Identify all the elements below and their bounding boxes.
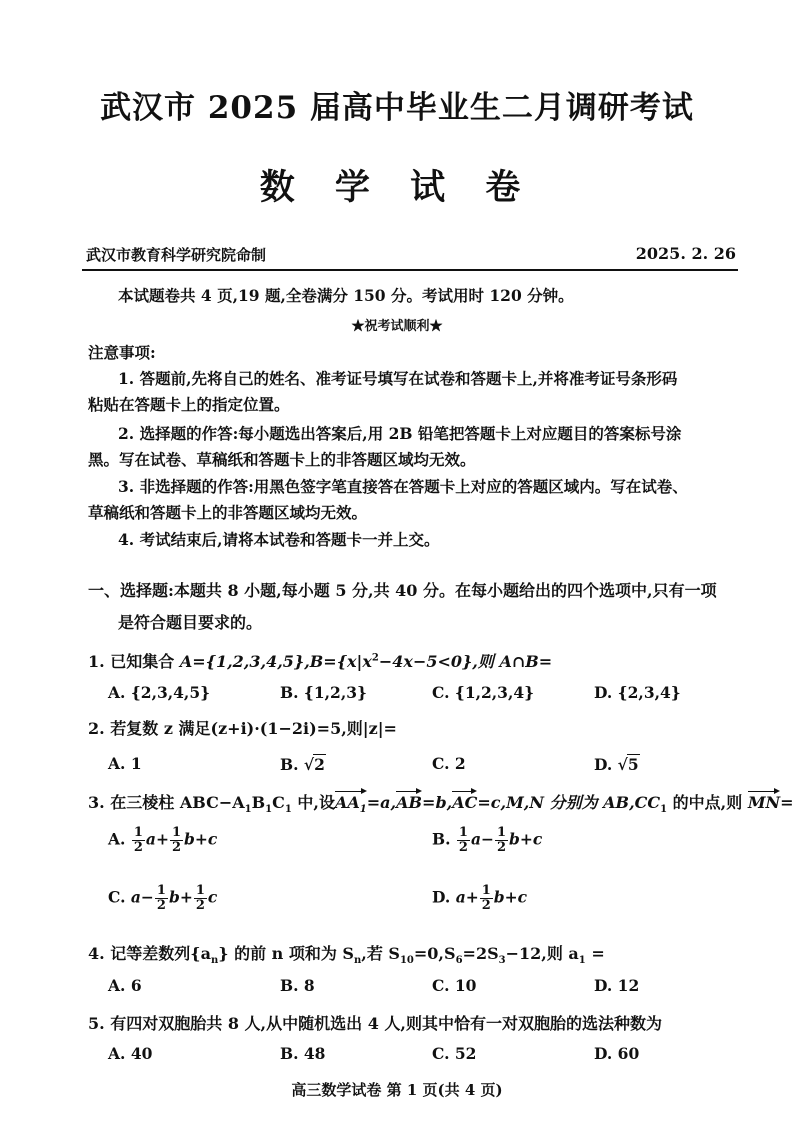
- question-1-stem: 1. 已知集合 $A=\{1,2,3,4,5\},B=\{x|x^2-4x-5<0\}$,则 A∩B=: [88, 652, 553, 671]
- notice-item-2: 2. 选择题的作答:每小题选出答案后,用 2B 铅笔把答题卡上对应题目的答案标号涂: [118, 424, 682, 443]
- fraction: $\frac{1}{2}$: [195, 883, 205, 913]
- notice-heading: 注意事项:: [88, 343, 156, 362]
- header-divider: [82, 269, 738, 271]
- vector-mn: MN: [747, 793, 781, 812]
- question-3-option-b: B. $\frac{1}{2}$ a− $\frac{1}{2}$ b+c: [432, 825, 543, 855]
- notice-item-3-cont: 草稿纸和答题卡上的非答题区域均无效。: [88, 503, 368, 522]
- fraction: $\frac{1}{2}$: [481, 883, 491, 913]
- question-3-option-d: D. a+ $\frac{1}{2}$ b+c: [432, 883, 528, 913]
- question-2-option-c: C. 2: [432, 754, 466, 773]
- question-1-option-d: D. {2,3,4}: [594, 683, 681, 702]
- fraction: $\frac{1}{2}$: [156, 883, 166, 913]
- question-4-option-a: A. 6: [108, 976, 142, 995]
- question-4-option-b: B. 8: [280, 976, 315, 995]
- question-1-option-a: A. {2,3,4,5}: [108, 683, 211, 702]
- notice-item-1-cont: 粘贴在答题卡上的指定位置。: [88, 395, 290, 414]
- question-5-option-d: D. 60: [594, 1044, 640, 1063]
- question-4-option-c: C. 10: [432, 976, 477, 995]
- vector-ab: AB: [396, 793, 423, 812]
- section-1-heading-cont: 是符合题目要求的。: [118, 613, 263, 632]
- notice-item-3: 3. 非选择题的作答:用黑色签字笔直接答在答题卡上对应的答题区域内。写在试卷、: [118, 477, 688, 496]
- exam-date: 2025. 2. 26: [635, 244, 736, 263]
- organizer: 武汉市教育科学研究院命制: [86, 246, 267, 264]
- question-5-option-a: A. 40: [108, 1044, 153, 1063]
- question-2-stem: 2. 若复数 z 满足(z+i)·(1−2i)=5,则|z|=: [88, 719, 397, 738]
- question-4-option-d: D. 12: [594, 976, 640, 995]
- question-2-option-b: B. √2: [280, 755, 325, 774]
- notice-item-1: 1. 答题前,先将自己的姓名、准考证号填写在试卷和答题卡上,并将准考证号条形码: [118, 369, 678, 388]
- notice-item-4: 4. 考试结束后,请将本试卷和答题卡一并上交。: [118, 530, 440, 549]
- question-5-option-b: B. 48: [280, 1044, 326, 1063]
- fraction: $\frac{1}{2}$: [497, 825, 507, 855]
- fraction: $\frac{1}{2}$: [171, 825, 181, 855]
- notice-item-2-cont: 黑。写在试卷、草稿纸和答题卡上的非答题区域均无效。: [88, 450, 476, 469]
- intro-text: 本试题卷共 4 页,19 题,全卷满分 150 分。考试用时 120 分钟。: [118, 286, 574, 305]
- question-1-option-c: C. {1,2,3,4}: [432, 683, 535, 702]
- question-5-stem: 5. 有四对双胞胎共 8 人,从中随机选出 4 人,则其中恰有一对双胞胎的选法种数为: [88, 1014, 662, 1033]
- question-1-option-b: B. {1,2,3}: [280, 683, 367, 702]
- exam-subtitle: 数 学 试 卷: [259, 167, 535, 208]
- question-2-option-a: A. 1: [108, 754, 142, 773]
- fraction: $\frac{1}{2}$: [458, 825, 468, 855]
- question-3-stem: 3. 在三棱柱 $ABC-A_1B_1C_1$ 中,设$AA_1=a,AB=b,AC=c,M,N$ 分别为 $AB,CC_1$ 的中点,则 MN=: [88, 793, 794, 816]
- exam-title: 武汉市 2025 届高中毕业生二月调研考试: [100, 90, 694, 126]
- question-2-option-d: D. √5: [594, 755, 639, 774]
- question-5-option-c: C. 52: [432, 1044, 477, 1063]
- good-luck-line: ★祝考试顺利★: [351, 319, 443, 334]
- vector-ac: AC: [452, 793, 478, 812]
- question-3-option-c: C. a− $\frac{1}{2}$ b+ $\frac{1}{2}$ c: [108, 883, 218, 913]
- question-3-option-a: A. $\frac{1}{2}$ a+ $\frac{1}{2}$ b+c: [108, 825, 218, 855]
- fraction: $\frac{1}{2}$: [133, 825, 143, 855]
- vector-aa1: $AA_1$: [334, 793, 367, 816]
- organizer-line: [86, 244, 736, 265]
- section-1-heading: 一、选择题:本题共 8 小题,每小题 5 分,共 40 分。在每小题给出的四个选项中,只有一项: [88, 581, 717, 600]
- page-footer: 高三数学试卷 第 1 页(共 4 页): [291, 1081, 503, 1099]
- question-4-stem: 4. 记等差数列$\{a_n\}$ 的前 n 项和为 $S_n$,若 $S_{10}=0,S_6=2S_3-12$,则 $a_1$ =: [88, 944, 605, 967]
